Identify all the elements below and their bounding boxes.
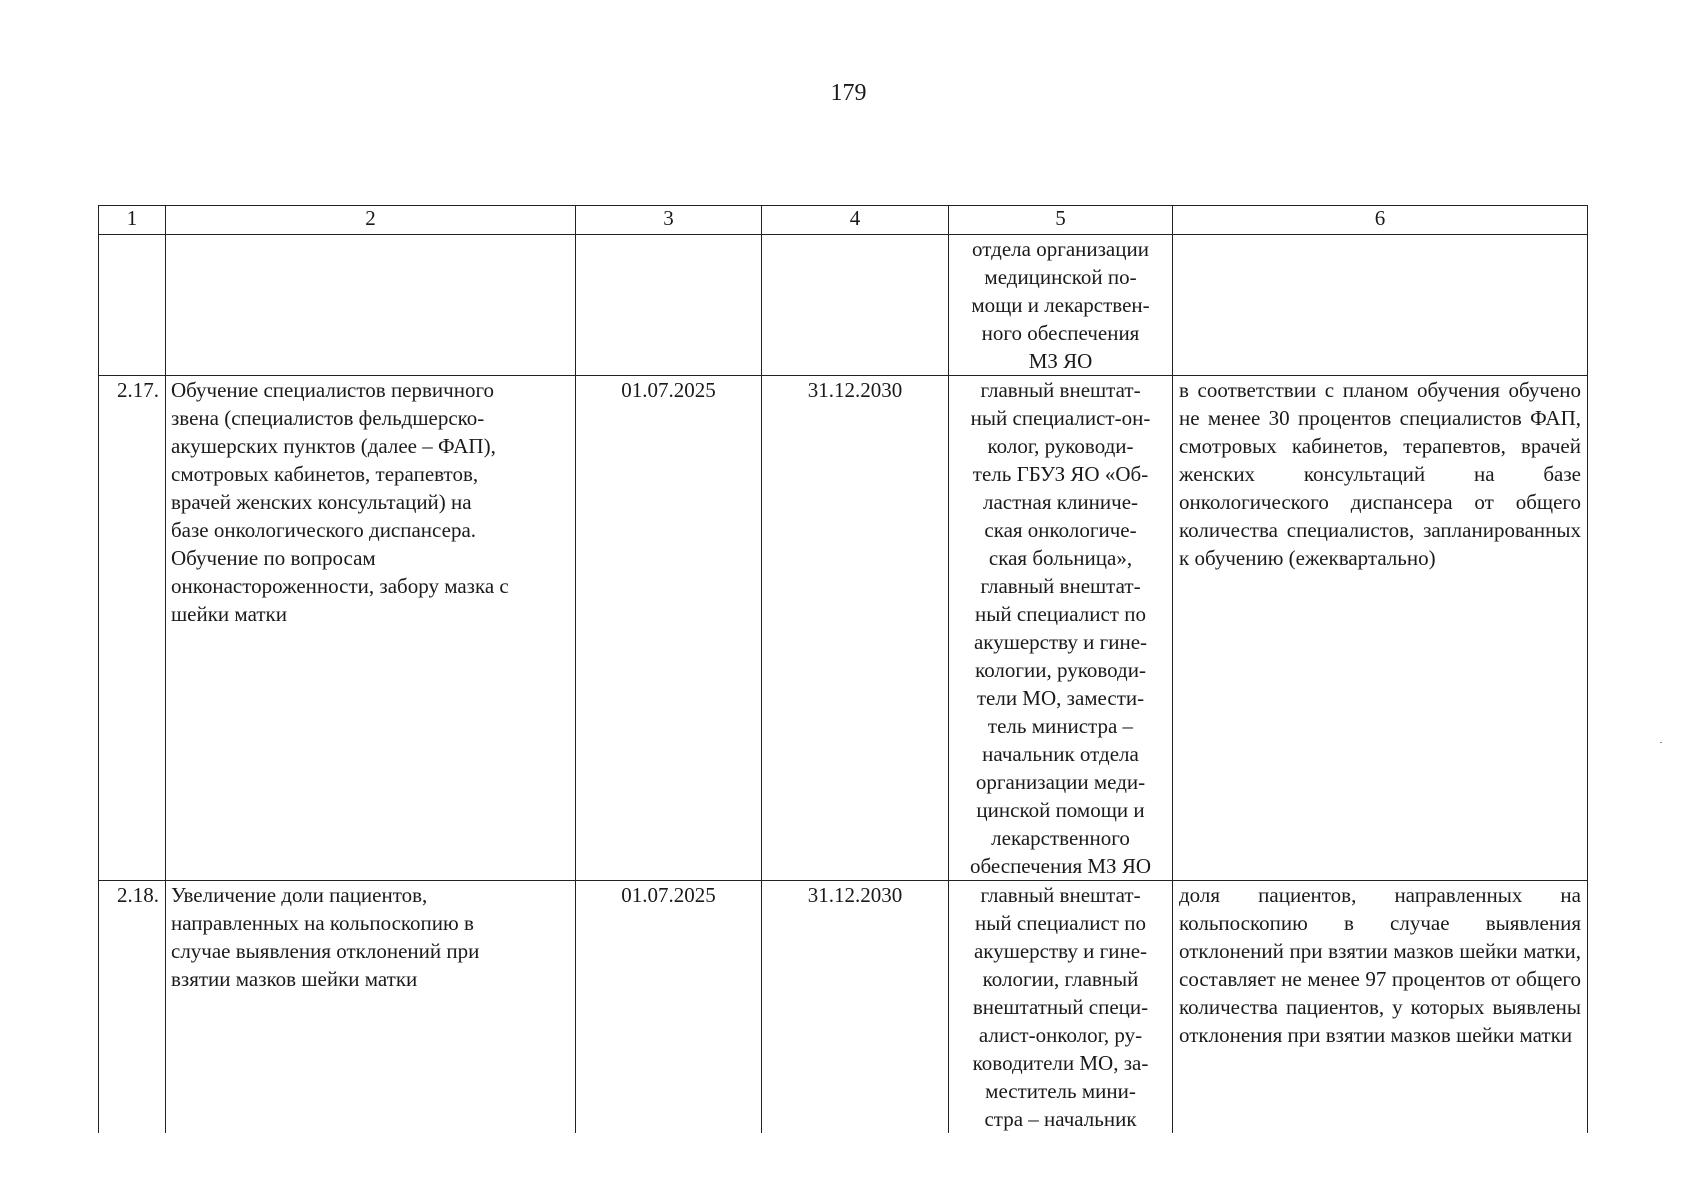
responsible-text: главный внештат- ный специалист по акушерству и гине- кологии, главный внештатный специ- алист-онколог, ру- ководители МО, за- меститель мини- стра – начальник <box>972 883 1149 1131</box>
column-header: 3 <box>576 206 762 235</box>
result-cell <box>1173 235 1588 376</box>
end-date-cell: 31.12.2030 <box>762 376 949 881</box>
table-row <box>99 235 1588 376</box>
start-date-cell: 01.07.2025 <box>576 376 762 881</box>
start-date-cell: 01.07.2025 <box>576 881 762 1134</box>
row-number-cell: 2.18. <box>99 881 166 1134</box>
page-number: 179 <box>830 80 867 106</box>
responsible-cell <box>949 235 1173 376</box>
end-date-cell: 31.12.2030 <box>762 881 949 1134</box>
row-number-cell <box>99 235 166 376</box>
table-row <box>99 376 1588 881</box>
event-text: Обучение специалистов первичного звена (специалистов фельдшерско- акушерских пунктов (далее – ФАП), смотровых кабинетов, терапевтов, врачей женских консультаций) на базе онкологического диспансера. Обучение по вопросам онконастороженности, забору мазка с шейки матки <box>171 378 509 626</box>
table-header-row <box>99 206 1588 235</box>
scan-speck <box>1660 742 1662 743</box>
responsible-cell <box>949 376 1173 881</box>
start-date-cell <box>576 235 762 376</box>
plan-table <box>98 205 1588 1133</box>
event-cell <box>166 881 576 1134</box>
event-cell <box>166 235 576 376</box>
responsible-text: главный внештат- ный специалист-он- колог, руководи- тель ГБУЗ ЯО «Об- ластная клиниче- ская онкологиче- ская больница», главный внештат- ный специалист по акушерству и гине- кологии, руководи- тели МО, замести- тель министра – начальник отдела организации меди- цинской помощи и лекарственного обеспечения МЗ ЯО <box>970 378 1151 878</box>
event-text: Увеличение доли пациентов, направленных на кольпоскопию в случае выявления отклонений при взятии мазков шейки матки <box>171 883 480 991</box>
responsible-cell <box>949 881 1173 1134</box>
event-cell <box>166 376 576 881</box>
table-row <box>99 881 1588 1134</box>
end-date-cell <box>762 235 949 376</box>
result-cell: доля пациентов, направленных на кольпоскопию в случае выявления отклонений при взятии мазков шейки матки, составляет не менее 97 процентов от общего количества пациентов, у которых выявлены отклонения при взятии мазков шейки матки <box>1173 881 1588 1134</box>
column-header: 4 <box>762 206 949 235</box>
column-header: 5 <box>949 206 1173 235</box>
responsible-text: отдела организации медицинской по- мощи и лекарствен- ного обеспечения МЗ ЯО <box>971 237 1150 373</box>
row-number-cell: 2.17. <box>99 376 166 881</box>
column-header: 1 <box>99 206 166 235</box>
column-header: 6 <box>1173 206 1588 235</box>
column-header: 2 <box>166 206 576 235</box>
result-cell: в соответствии с планом обучения обучено не менее 30 процентов специалистов ФАП, смотровых кабинетов, терапевтов, врачей женских консультаций на базе онкологического диспансера от общего количества специалистов, запланированных к обучению (ежеквартально) <box>1173 376 1588 881</box>
